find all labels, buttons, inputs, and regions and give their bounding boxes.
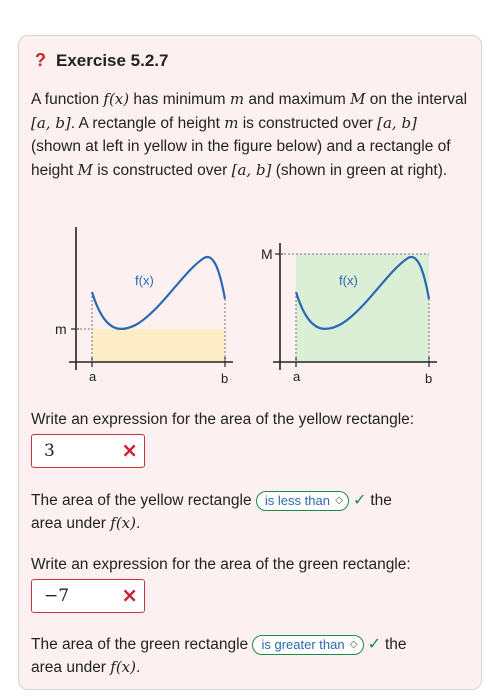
q3-answer-field[interactable]	[31, 579, 145, 613]
q2-text: the	[370, 492, 392, 509]
problem-text: . A rectangle of height	[70, 114, 225, 132]
q2-text: The area of the yellow rectangle	[31, 492, 252, 509]
math-m: m	[229, 90, 245, 108]
x-label-a: a	[293, 369, 301, 384]
problem-text: is constructed over	[238, 114, 378, 132]
exercise-card	[18, 35, 482, 690]
q1-answer-value: 3	[44, 441, 55, 461]
q4-text: the	[384, 636, 407, 653]
curve-label: f(x)	[135, 273, 154, 288]
q3-answer-value: −7	[44, 586, 70, 606]
math-fx: f(x)	[110, 514, 136, 532]
q3-prompt: Write an expression for the area of the green rectangle:	[31, 556, 411, 573]
question-mark-icon: ?	[35, 50, 46, 70]
q4-select-value: is greater than	[261, 636, 345, 652]
q2-comparison-select[interactable]	[256, 491, 349, 511]
problem-text: (shown in green at right).	[271, 161, 448, 179]
math-fx: f(x)	[110, 658, 136, 676]
math-m: m	[224, 113, 239, 132]
problem-text: and maximum	[244, 91, 351, 108]
problem-statement	[31, 88, 471, 182]
problem-text: is constructed over	[92, 161, 232, 179]
x-label-b: b	[221, 371, 229, 386]
q4-text: The area of the green rectangle	[31, 636, 249, 653]
exercise-title: Exercise 5.2.7	[56, 50, 169, 70]
q2-text: area under	[31, 515, 111, 532]
math-interval: [a, b]	[31, 113, 71, 132]
q4-text: .	[136, 659, 141, 676]
right-graph	[261, 243, 437, 386]
height-label-M: M	[261, 246, 273, 262]
checkmark-icon: ✓	[352, 492, 367, 509]
x-mark-icon: ×	[121, 438, 138, 462]
q1-answer-field[interactable]	[31, 434, 145, 468]
height-label-m: m	[55, 321, 67, 337]
chevron-updown-icon: ◇	[335, 494, 343, 506]
math-M: M	[77, 160, 93, 179]
q1-prompt: Write an expression for the area of the yellow rectangle:	[31, 411, 415, 428]
math-M: M	[350, 90, 366, 108]
math-interval: [a, b]	[377, 113, 417, 132]
q2-text: .	[136, 515, 141, 532]
math-fx: f(x)	[103, 90, 130, 108]
q4-text: area under	[31, 659, 111, 676]
rectangles-figure	[19, 223, 481, 393]
q4-comparison-select[interactable]	[252, 635, 363, 655]
math-interval: [a, b]	[231, 160, 272, 179]
q2-statement	[31, 489, 471, 535]
problem-text: A function	[31, 91, 104, 108]
x-label-a: a	[89, 369, 97, 384]
problem-text: (shown at left in yellow in the figure below) and a rectangle of height	[31, 138, 451, 179]
problem-text: has minimum	[129, 91, 230, 108]
curve-label: f(x)	[339, 273, 358, 288]
left-graph	[55, 227, 233, 386]
exercise-header	[35, 50, 168, 71]
green-rectangle	[296, 254, 429, 362]
q4-statement	[31, 633, 471, 679]
x-label-b: b	[425, 371, 433, 386]
curve-fx	[92, 257, 225, 329]
checkmark-icon: ✓	[367, 636, 381, 653]
chevron-updown-icon: ◇	[349, 638, 358, 650]
yellow-rectangle	[92, 329, 225, 362]
problem-text: on the interval	[365, 91, 468, 108]
q2-select-value: is less than	[264, 492, 330, 508]
x-mark-icon: ×	[121, 583, 138, 607]
